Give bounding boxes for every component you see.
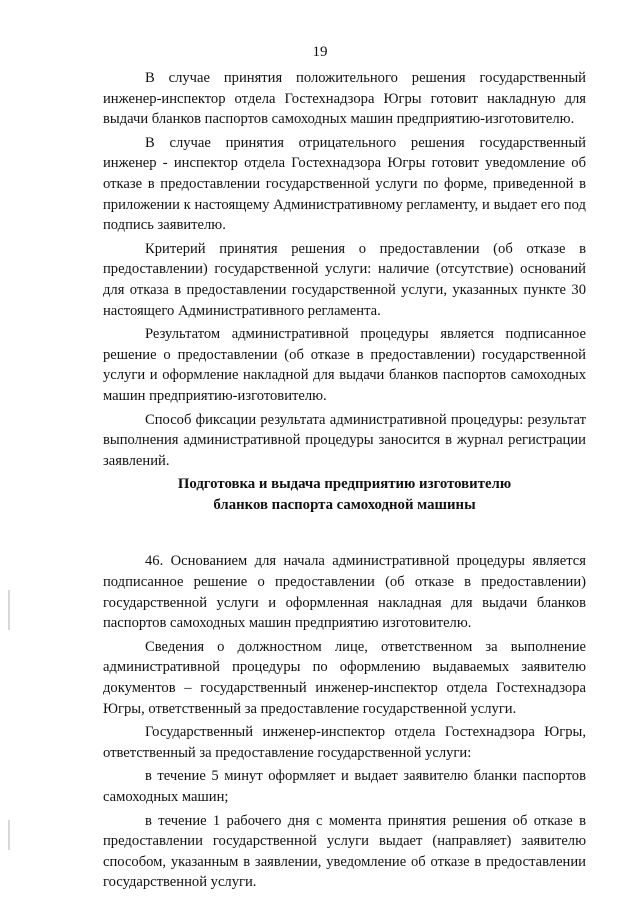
paragraph: 46. Основанием для начала административной процедуры является подписанное решение о предоставлении (об отказе в предоставлении) государственной услуги и оформленная накладная для выдачи бланков паспортов самоходных машин предприятию изготовителю. (103, 553, 586, 632)
list-item: в течение 5 минут оформляет и выдает заявителю бланки паспортов самоходных машин; (103, 768, 586, 805)
paragraph: Способ фиксации результата административной процедуры: результат выполнения административной процедуры заносится в журнал регистрации заявлений. (103, 411, 586, 469)
section-heading-line-1: Подготовка и выдача предприятию изготовителю (177, 476, 512, 493)
section-heading (103, 474, 586, 515)
section-heading-line-2: бланков паспорта самоходной машины (213, 496, 476, 513)
page-number: 19 (312, 44, 328, 60)
paragraph: Критерий принятия решения о предоставлении (об отказе в предоставлении) государственной услуги: наличие (отсутствие) оснований для отказа в предоставлении государственной услуги, указанных пункте 30 настоящего Административного регламента. (103, 240, 586, 319)
scan-edge-mark (8, 590, 10, 630)
paragraph: Результатом административной процедуры является подписанное решение о предоставлении (об отказе в предоставлении) государственной услуги и оформление накладной для выдачи бланков паспортов самоходных машин предприятию-изготовителю. (103, 326, 586, 404)
scan-edge-mark (8, 820, 10, 850)
paragraph: В случае принятия отрицательного решения государственный инженер - инспектор отдела Гостехнадзора Югры готовит уведомление об отказе в предоставлении государственной услуги по форме, приведенной в приложении к настоящему Административному регламенту, и выдает его под подпись заявителю. (103, 134, 586, 234)
paragraph: Государственный инженер-инспектор отдела Гостехнадзора Югры, ответственный за предоставление государственной услуги: (103, 724, 586, 761)
paragraph: Сведения о должностном лице, ответственном за выполнение административной процедуры по оформлению выдаваемых заявителю документов – государственный инженер-инспектор отдела Гостехнадзора Югры, ответственный за предоставление государственной услуги. (103, 638, 586, 717)
list-item: в течение 1 рабочего дня с момента принятия решения об отказе в предоставлении государственной услуги выдает (направляет) заявителю способом, указанным в заявлении, уведомление об отказе в предоставлении государственной услуги. (103, 812, 586, 891)
paragraph: В случае принятия положительного решения государственный инженер-инспектор отдела Гостехнадзора Югры готовит накладную для выдачи бланков паспортов самоходных машин предприятию-изготовителю. (103, 70, 586, 128)
page-content (103, 68, 586, 896)
